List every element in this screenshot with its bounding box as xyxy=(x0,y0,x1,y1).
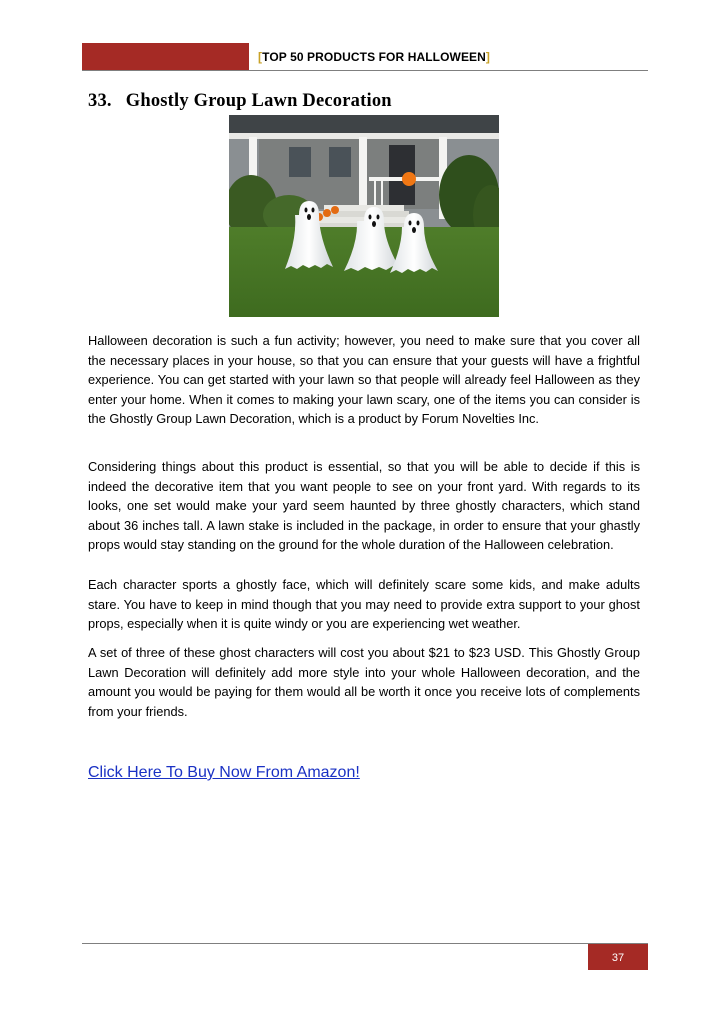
footer-rule xyxy=(82,943,648,944)
paragraph-character: Each character sports a ghostly face, which will definitely scare some kids, and make adults stare. You have to keep in mind though that you may need to provide extra support to your ghost props, especially when it is quite windy or you are experiencing wet weather. xyxy=(88,577,640,632)
buy-now-link[interactable]: Click Here To Buy Now From Amazon! xyxy=(88,764,360,781)
article-title xyxy=(88,91,392,112)
paragraph-considerations: Considering things about this product is essential, so that you will be able to decide if this is indeed the decorative item that you want people to see on your front yard. With regards to its looks, one set would make your yard seem haunted by three ghostly characters, which stand about 36 inches tall. A lawn stake is included in the package, in order to ensure that your ghastly props would stay standing on the ground for the whole duration of the Halloween celebration. xyxy=(88,459,640,553)
header-rule xyxy=(82,70,648,71)
running-header-title: TOP 50 PRODUCTS FOR HALLOWEEN xyxy=(262,50,486,64)
paragraph-price: A set of three of these ghost characters will cost you about $21 to $23 USD. This Ghostly Group Lawn Decoration will definitely add more style into your whole Halloween decoration, and the amount you would be paying for them would all be worth it once you receive lots of complements from your friends. xyxy=(88,645,640,719)
product-photo xyxy=(229,115,499,317)
page-number: 37 xyxy=(588,944,648,970)
paragraph-intro: Halloween decoration is such a fun activity; however, you need to make sure that you cover all the necessary places in your house, so that you can ensure that your guests will have a frightful experience. You can get started with your lawn so that people will already feel Halloween as they enter your home. When it comes to making your lawn scary, one of the items you can consider is the Ghostly Group Lawn Decoration, which is a product by Forum Novelties Inc. xyxy=(88,333,640,427)
article-number: 33. xyxy=(88,91,112,111)
running-header: [TOP 50 PRODUCTS FOR HALLOWEEN] xyxy=(258,50,491,64)
header-accent-bar xyxy=(82,43,249,71)
article-title-text: Ghostly Group Lawn Decoration xyxy=(125,91,392,111)
